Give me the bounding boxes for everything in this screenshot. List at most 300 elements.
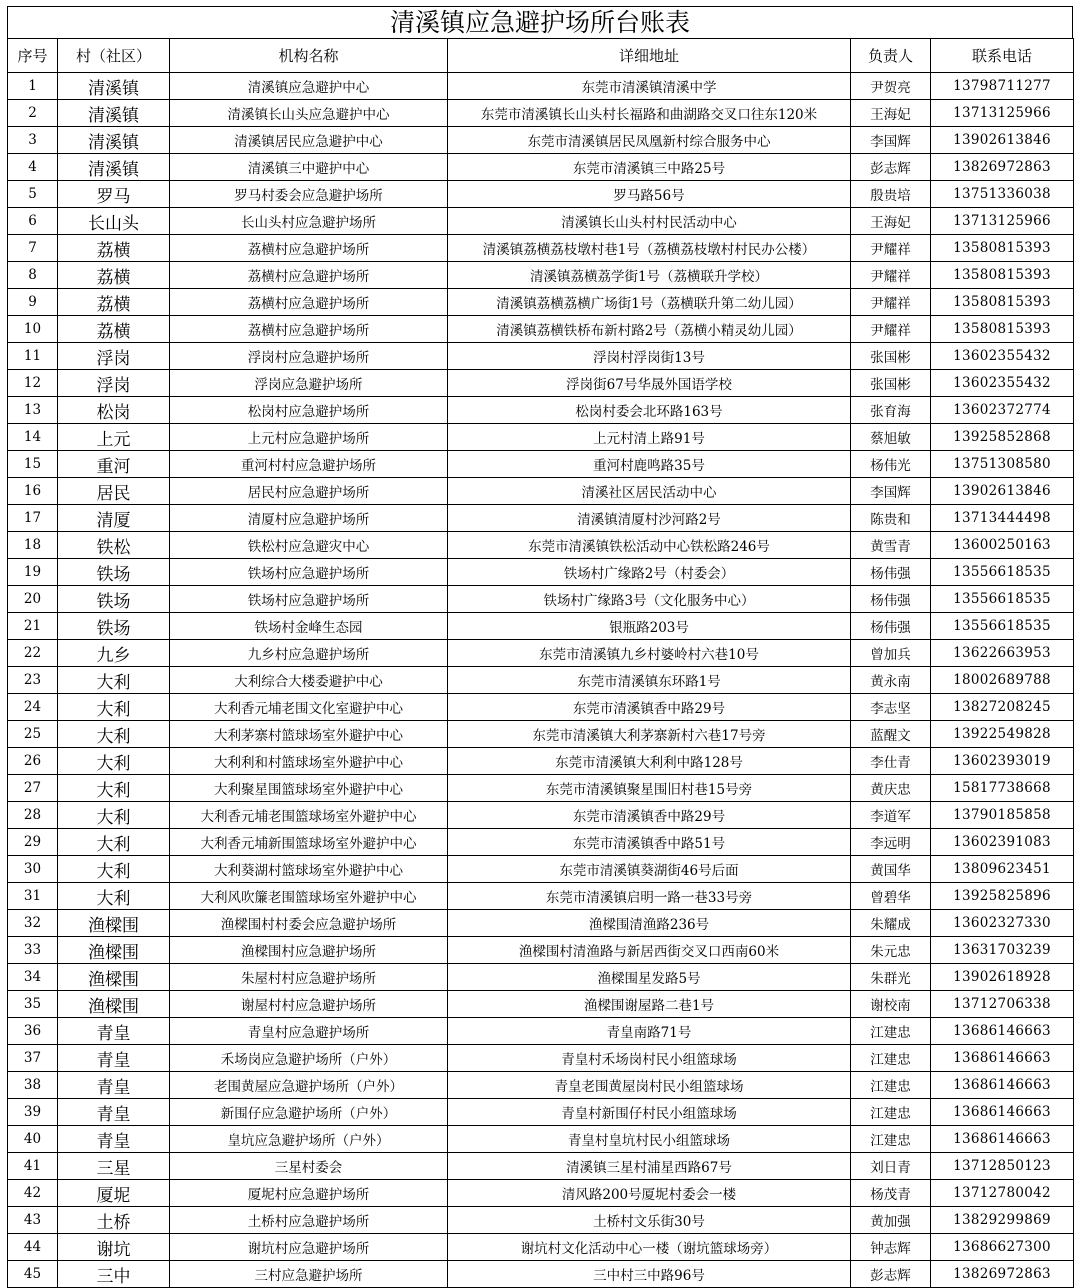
cell-index: 4 [8, 154, 58, 181]
cell-address: 青皇老围黄屋岗村民小组篮球场 [448, 1072, 851, 1099]
cell-phone: 13902618928 [931, 964, 1074, 991]
cell-phone: 13686146663 [931, 1018, 1074, 1045]
cell-index: 16 [8, 478, 58, 505]
cell-address: 渔樑围清渔路236号 [448, 910, 851, 937]
cell-person: 江建忠 [851, 1099, 931, 1126]
table-row [8, 1234, 1074, 1261]
cell-village: 清溪镇 [58, 73, 170, 100]
cell-phone: 13790185858 [931, 802, 1074, 829]
cell-person: 朱群光 [851, 964, 931, 991]
cell-village: 居民 [58, 478, 170, 505]
cell-phone: 13686146663 [931, 1099, 1074, 1126]
cell-person: 黄雪青 [851, 532, 931, 559]
table-row [8, 1180, 1074, 1207]
cell-phone: 13902613846 [931, 127, 1074, 154]
cell-address: 东莞市清溪镇清溪中学 [448, 73, 851, 100]
table-row [8, 127, 1074, 154]
cell-index: 41 [8, 1153, 58, 1180]
cell-phone: 13798711277 [931, 73, 1074, 100]
cell-phone: 13556618535 [931, 586, 1074, 613]
cell-index: 21 [8, 613, 58, 640]
table-row [8, 775, 1074, 802]
cell-phone: 13713125966 [931, 100, 1074, 127]
cell-person: 李道军 [851, 802, 931, 829]
cell-org-name: 铁场村应急避护场所 [170, 586, 448, 613]
cell-phone: 13925852868 [931, 424, 1074, 451]
cell-index: 6 [8, 208, 58, 235]
cell-phone: 13556618535 [931, 559, 1074, 586]
cell-address: 东莞市清溪镇九乡村婆岭村六巷10号 [448, 640, 851, 667]
col-header-org: 机构名称 [170, 39, 448, 73]
cell-village: 九乡 [58, 640, 170, 667]
cell-village: 土桥 [58, 1207, 170, 1234]
table-row [8, 1207, 1074, 1234]
cell-village: 铁松 [58, 532, 170, 559]
cell-index: 36 [8, 1018, 58, 1045]
cell-person: 朱耀成 [851, 910, 931, 937]
cell-org-name: 清溪镇长山头应急避护中心 [170, 100, 448, 127]
cell-address: 清风路200号厦坭村委会一楼 [448, 1180, 851, 1207]
cell-org-name: 大利茅寨村篮球场室外避护中心 [170, 721, 448, 748]
cell-org-name: 厦坭村应急避护场所 [170, 1180, 448, 1207]
cell-index: 23 [8, 667, 58, 694]
table-row [8, 208, 1074, 235]
cell-org-name: 谢屋村村应急避护场所 [170, 991, 448, 1018]
cell-address: 渔樑围谢屋路二巷1号 [448, 991, 851, 1018]
cell-person: 江建忠 [851, 1126, 931, 1153]
cell-phone: 13829299869 [931, 1207, 1074, 1234]
cell-person: 李仕青 [851, 748, 931, 775]
cell-address: 东莞市清溪镇三中路25号 [448, 154, 851, 181]
table-body [8, 73, 1074, 1288]
table-row [8, 640, 1074, 667]
cell-phone: 13809623451 [931, 856, 1074, 883]
cell-village: 三星 [58, 1153, 170, 1180]
cell-address: 渔樑围星发路5号 [448, 964, 851, 991]
cell-org-name: 荔横村应急避护场所 [170, 316, 448, 343]
cell-person: 彭志辉 [851, 1261, 931, 1288]
shelter-table [7, 38, 1074, 1288]
cell-index: 8 [8, 262, 58, 289]
cell-person: 曾加兵 [851, 640, 931, 667]
cell-person: 李远明 [851, 829, 931, 856]
table-row [8, 532, 1074, 559]
cell-index: 10 [8, 316, 58, 343]
table-row [8, 181, 1074, 208]
cell-address: 清溪镇荔横荔横广场街1号（荔横联升第二幼儿园） [448, 289, 851, 316]
table-row [8, 1099, 1074, 1126]
cell-index: 28 [8, 802, 58, 829]
cell-org-name: 大利香元埔老围篮球场室外避护中心 [170, 802, 448, 829]
cell-village: 三中 [58, 1261, 170, 1288]
cell-person: 黄庆忠 [851, 775, 931, 802]
cell-address: 东莞市清溪镇居民凤凰新村综合服务中心 [448, 127, 851, 154]
cell-phone: 15817738668 [931, 775, 1074, 802]
table-row [8, 451, 1074, 478]
cell-address: 青皇村禾场岗村民小组篮球场 [448, 1045, 851, 1072]
cell-person: 蔡旭敏 [851, 424, 931, 451]
header-row [8, 39, 1074, 73]
cell-index: 1 [8, 73, 58, 100]
table-row [8, 694, 1074, 721]
cell-index: 33 [8, 937, 58, 964]
cell-org-name: 大利综合大楼委避护中心 [170, 667, 448, 694]
cell-address: 东莞市清溪镇启明一路一巷33号旁 [448, 883, 851, 910]
cell-org-name: 罗马村委会应急避护场所 [170, 181, 448, 208]
cell-village: 大利 [58, 829, 170, 856]
cell-village: 清溪镇 [58, 100, 170, 127]
cell-address: 清溪镇荔横铁桥布新村路2号（荔横小精灵幼儿园） [448, 316, 851, 343]
cell-person: 尹贺亮 [851, 73, 931, 100]
cell-phone: 13580815393 [931, 235, 1074, 262]
cell-org-name: 谢坑村应急避护场所 [170, 1234, 448, 1261]
cell-village: 上元 [58, 424, 170, 451]
cell-address: 浮岗街67号华晟外国语学校 [448, 370, 851, 397]
cell-org-name: 铁松村应急避灾中心 [170, 532, 448, 559]
table-row [8, 1126, 1074, 1153]
cell-index: 44 [8, 1234, 58, 1261]
cell-org-name: 渔樑围村应急避护场所 [170, 937, 448, 964]
cell-index: 43 [8, 1207, 58, 1234]
table-row [8, 613, 1074, 640]
cell-address: 青皇村新围仔村民小组篮球场 [448, 1099, 851, 1126]
table-row [8, 937, 1074, 964]
cell-person: 尹耀祥 [851, 289, 931, 316]
col-header-phone: 联系电话 [931, 39, 1074, 73]
cell-person: 李国辉 [851, 127, 931, 154]
cell-phone: 13751336038 [931, 181, 1074, 208]
cell-index: 2 [8, 100, 58, 127]
cell-index: 45 [8, 1261, 58, 1288]
cell-person: 江建忠 [851, 1072, 931, 1099]
cell-phone: 13631703239 [931, 937, 1074, 964]
cell-person: 蓝醒文 [851, 721, 931, 748]
cell-org-name: 渔樑围村村委会应急避护场所 [170, 910, 448, 937]
cell-person: 杨伟强 [851, 559, 931, 586]
cell-person: 杨伟强 [851, 586, 931, 613]
cell-org-name: 上元村应急避护场所 [170, 424, 448, 451]
cell-phone: 13712850123 [931, 1153, 1074, 1180]
table-row [8, 154, 1074, 181]
cell-org-name: 新围仔应急避护场所（户外） [170, 1099, 448, 1126]
table-row [8, 397, 1074, 424]
cell-org-name: 青皇村应急避护场所 [170, 1018, 448, 1045]
cell-person: 王海妃 [851, 100, 931, 127]
table-row [8, 1153, 1074, 1180]
cell-address: 东莞市清溪镇葵湖街46号后面 [448, 856, 851, 883]
cell-address: 重河村鹿鸣路35号 [448, 451, 851, 478]
cell-village: 荔横 [58, 262, 170, 289]
cell-village: 青皇 [58, 1018, 170, 1045]
cell-village: 清溪镇 [58, 127, 170, 154]
cell-address: 东莞市清溪镇香中路51号 [448, 829, 851, 856]
cell-phone: 13602372774 [931, 397, 1074, 424]
cell-village: 青皇 [58, 1099, 170, 1126]
cell-address: 东莞市清溪镇铁松活动中心铁松路246号 [448, 532, 851, 559]
cell-phone: 13600250163 [931, 532, 1074, 559]
cell-index: 13 [8, 397, 58, 424]
cell-org-name: 大利风吹簾老围篮球场室外避护中心 [170, 883, 448, 910]
cell-index: 26 [8, 748, 58, 775]
cell-index: 22 [8, 640, 58, 667]
cell-village: 大利 [58, 802, 170, 829]
cell-phone: 13580815393 [931, 262, 1074, 289]
cell-village: 重河 [58, 451, 170, 478]
col-header-village: 村（社区） [58, 39, 170, 73]
cell-org-name: 大利香元埔老围文化室避护中心 [170, 694, 448, 721]
cell-address: 东莞市清溪镇大利茅寨新村六巷17号旁 [448, 721, 851, 748]
cell-org-name: 清溪镇应急避护中心 [170, 73, 448, 100]
cell-org-name: 清溪镇居民应急避护中心 [170, 127, 448, 154]
cell-village: 铁场 [58, 613, 170, 640]
cell-village: 青皇 [58, 1126, 170, 1153]
cell-index: 11 [8, 343, 58, 370]
cell-phone: 18002689788 [931, 667, 1074, 694]
cell-person: 江建忠 [851, 1045, 931, 1072]
cell-address: 谢坑村文化活动中心一楼（谢坑篮球场旁） [448, 1234, 851, 1261]
cell-village: 大利 [58, 856, 170, 883]
cell-phone: 13826972863 [931, 1261, 1074, 1288]
cell-village: 大利 [58, 748, 170, 775]
cell-address: 东莞市清溪镇大利利中路128号 [448, 748, 851, 775]
cell-index: 3 [8, 127, 58, 154]
table-row [8, 343, 1074, 370]
cell-index: 37 [8, 1045, 58, 1072]
cell-address: 渔樑围村清渔路与新居西街交叉口西南60米 [448, 937, 851, 964]
cell-village: 浮岗 [58, 343, 170, 370]
cell-index: 38 [8, 1072, 58, 1099]
table-row [8, 1045, 1074, 1072]
table-row [8, 235, 1074, 262]
cell-phone: 13686146663 [931, 1126, 1074, 1153]
cell-index: 24 [8, 694, 58, 721]
table-row [8, 1072, 1074, 1099]
cell-index: 15 [8, 451, 58, 478]
ledger-sheet [7, 6, 1073, 1288]
cell-phone: 13602391083 [931, 829, 1074, 856]
cell-index: 29 [8, 829, 58, 856]
cell-address: 清溪镇荔横荔枝墩村巷1号（荔横荔枝墩村村民办公楼） [448, 235, 851, 262]
table-row [8, 883, 1074, 910]
cell-index: 42 [8, 1180, 58, 1207]
cell-person: 刘日青 [851, 1153, 931, 1180]
cell-phone: 13580815393 [931, 289, 1074, 316]
cell-person: 张国彬 [851, 370, 931, 397]
cell-phone: 13602393019 [931, 748, 1074, 775]
table-row [8, 991, 1074, 1018]
table-row [8, 856, 1074, 883]
cell-org-name: 老围黄屋应急避护场所（户外） [170, 1072, 448, 1099]
table-row [8, 829, 1074, 856]
cell-address: 东莞市清溪镇东环路1号 [448, 667, 851, 694]
cell-person: 钟志辉 [851, 1234, 931, 1261]
table-row [8, 478, 1074, 505]
cell-org-name: 荔横村应急避护场所 [170, 289, 448, 316]
cell-org-name: 大利香元埔新围篮球场室外避护中心 [170, 829, 448, 856]
cell-village: 青皇 [58, 1072, 170, 1099]
cell-index: 20 [8, 586, 58, 613]
cell-phone: 13602327330 [931, 910, 1074, 937]
cell-address: 青皇南路71号 [448, 1018, 851, 1045]
cell-phone: 13686627300 [931, 1234, 1074, 1261]
cell-index: 17 [8, 505, 58, 532]
cell-phone: 13580815393 [931, 316, 1074, 343]
table-row [8, 73, 1074, 100]
cell-org-name: 九乡村应急避护场所 [170, 640, 448, 667]
cell-village: 罗马 [58, 181, 170, 208]
cell-phone: 13925825896 [931, 883, 1074, 910]
cell-phone: 13686146663 [931, 1045, 1074, 1072]
cell-org-name: 土桥村应急避护场所 [170, 1207, 448, 1234]
table-row [8, 289, 1074, 316]
table-row [8, 667, 1074, 694]
cell-phone: 13556618535 [931, 613, 1074, 640]
cell-org-name: 铁场村金峰生态园 [170, 613, 448, 640]
cell-person: 尹耀祥 [851, 262, 931, 289]
cell-org-name: 三村应急避护场所 [170, 1261, 448, 1288]
cell-address: 铁场村广缘路3号（文化服务中心） [448, 586, 851, 613]
cell-phone: 13602355432 [931, 370, 1074, 397]
table-row [8, 316, 1074, 343]
cell-person: 朱元忠 [851, 937, 931, 964]
cell-village: 长山头 [58, 208, 170, 235]
cell-village: 厦坭 [58, 1180, 170, 1207]
cell-village: 大利 [58, 883, 170, 910]
cell-person: 杨茂青 [851, 1180, 931, 1207]
cell-village: 荔横 [58, 289, 170, 316]
cell-phone: 13751308580 [931, 451, 1074, 478]
cell-org-name: 荔横村应急避护场所 [170, 235, 448, 262]
cell-index: 5 [8, 181, 58, 208]
cell-index: 34 [8, 964, 58, 991]
table-row [8, 1261, 1074, 1288]
cell-phone: 13602355432 [931, 343, 1074, 370]
cell-phone: 13902613846 [931, 478, 1074, 505]
cell-phone: 13713125966 [931, 208, 1074, 235]
cell-village: 铁场 [58, 586, 170, 613]
col-header-address: 详细地址 [448, 39, 851, 73]
cell-index: 18 [8, 532, 58, 559]
cell-org-name: 大利利和村篮球场室外避护中心 [170, 748, 448, 775]
cell-village: 大利 [58, 775, 170, 802]
cell-person: 李国辉 [851, 478, 931, 505]
cell-person: 李志坚 [851, 694, 931, 721]
cell-person: 陈贵和 [851, 505, 931, 532]
page-title: 清溪镇应急避护场所台账表 [7, 6, 1073, 38]
cell-phone: 13827208245 [931, 694, 1074, 721]
cell-org-name: 铁场村应急避护场所 [170, 559, 448, 586]
cell-address: 清溪镇三星村浦星西路67号 [448, 1153, 851, 1180]
table-row [8, 424, 1074, 451]
cell-org-name: 长山头村应急避护场所 [170, 208, 448, 235]
cell-village: 浮岗 [58, 370, 170, 397]
table-row [8, 802, 1074, 829]
cell-person: 黄国华 [851, 856, 931, 883]
cell-org-name: 浮岗应急避护场所 [170, 370, 448, 397]
cell-address: 清溪镇长山头村村民活动中心 [448, 208, 851, 235]
cell-address: 清溪镇清厦村沙河路2号 [448, 505, 851, 532]
cell-village: 谢坑 [58, 1234, 170, 1261]
cell-address: 三中村三中路96号 [448, 1261, 851, 1288]
cell-org-name: 清厦村应急避护场所 [170, 505, 448, 532]
cell-org-name: 大利葵湖村篮球场室外避护中心 [170, 856, 448, 883]
cell-index: 40 [8, 1126, 58, 1153]
cell-address: 银瓶路203号 [448, 613, 851, 640]
cell-village: 荔横 [58, 316, 170, 343]
table-row [8, 1018, 1074, 1045]
cell-org-name: 重河村村应急避护场所 [170, 451, 448, 478]
cell-address: 清溪社区居民活动中心 [448, 478, 851, 505]
cell-address: 浮岗村浮岗街13号 [448, 343, 851, 370]
cell-index: 7 [8, 235, 58, 262]
cell-village: 清溪镇 [58, 154, 170, 181]
cell-org-name: 清溪镇三中避护中心 [170, 154, 448, 181]
cell-village: 渔樑围 [58, 964, 170, 991]
cell-person: 曾碧华 [851, 883, 931, 910]
cell-address: 清溪镇荔横荔学街1号（荔横联升学校） [448, 262, 851, 289]
cell-index: 9 [8, 289, 58, 316]
table-row [8, 721, 1074, 748]
cell-person: 黄加强 [851, 1207, 931, 1234]
cell-org-name: 松岗村应急避护场所 [170, 397, 448, 424]
col-header-person: 负责人 [851, 39, 931, 73]
cell-org-name: 皇坑应急避护场所（户外） [170, 1126, 448, 1153]
cell-village: 荔横 [58, 235, 170, 262]
cell-village: 松岗 [58, 397, 170, 424]
cell-person: 黄永南 [851, 667, 931, 694]
table-row [8, 505, 1074, 532]
cell-village: 渔樑围 [58, 910, 170, 937]
cell-address: 上元村清上路91号 [448, 424, 851, 451]
cell-phone: 13713444498 [931, 505, 1074, 532]
cell-index: 32 [8, 910, 58, 937]
cell-index: 14 [8, 424, 58, 451]
cell-phone: 13686146663 [931, 1072, 1074, 1099]
cell-org-name: 居民村应急避护场所 [170, 478, 448, 505]
cell-address: 东莞市清溪镇长山头村长福路和曲湖路交叉口往东120米 [448, 100, 851, 127]
cell-person: 谢校南 [851, 991, 931, 1018]
cell-address: 青皇村皇坑村民小组篮球场 [448, 1126, 851, 1153]
cell-index: 30 [8, 856, 58, 883]
cell-address: 土桥村文乐街30号 [448, 1207, 851, 1234]
cell-address: 东莞市清溪镇香中路29号 [448, 694, 851, 721]
cell-village: 大利 [58, 667, 170, 694]
cell-address: 铁场村广缘路2号（村委会） [448, 559, 851, 586]
cell-village: 铁场 [58, 559, 170, 586]
cell-phone: 13622663953 [931, 640, 1074, 667]
cell-person: 尹耀祥 [851, 235, 931, 262]
table-row [8, 586, 1074, 613]
cell-index: 27 [8, 775, 58, 802]
table-row [8, 910, 1074, 937]
cell-index: 31 [8, 883, 58, 910]
cell-index: 19 [8, 559, 58, 586]
cell-org-name: 荔横村应急避护场所 [170, 262, 448, 289]
cell-org-name: 朱屋村村应急避护场所 [170, 964, 448, 991]
cell-person: 彭志辉 [851, 154, 931, 181]
cell-address: 松岗村委会北环路163号 [448, 397, 851, 424]
cell-village: 大利 [58, 721, 170, 748]
cell-phone: 13712780042 [931, 1180, 1074, 1207]
cell-address: 罗马路56号 [448, 181, 851, 208]
cell-village: 渔樑围 [58, 937, 170, 964]
cell-person: 杨伟强 [851, 613, 931, 640]
cell-org-name: 禾场岗应急避护场所（户外） [170, 1045, 448, 1072]
cell-village: 大利 [58, 694, 170, 721]
cell-person: 殷贵培 [851, 181, 931, 208]
cell-person: 杨伟光 [851, 451, 931, 478]
cell-address: 东莞市清溪镇香中路29号 [448, 802, 851, 829]
